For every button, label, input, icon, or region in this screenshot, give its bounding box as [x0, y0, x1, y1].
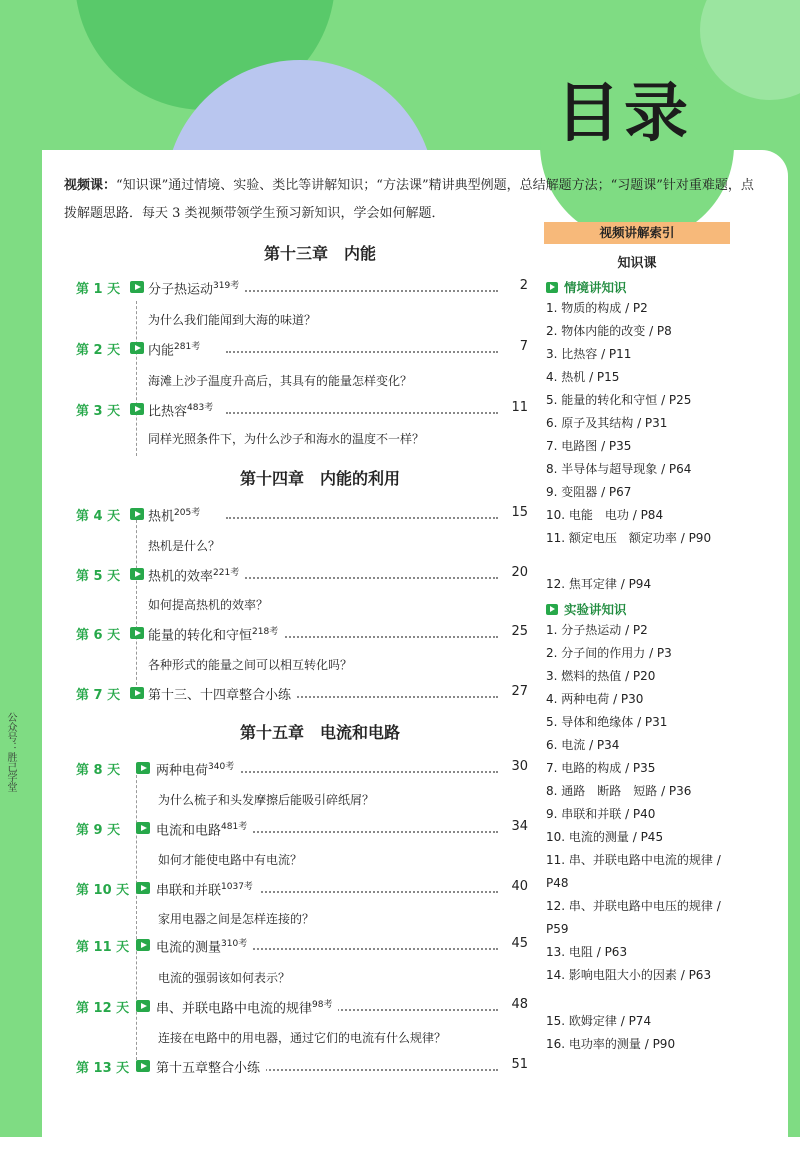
lesson-question: 如何才能使电路中有电流？ [158, 853, 303, 867]
day-label: 第 13 天 [76, 1061, 130, 1076]
toc-entry[interactable] [76, 1055, 528, 1079]
leader-dots [226, 412, 498, 414]
day-label: 第 12 天 [76, 1001, 130, 1016]
lesson-question: 为什么梳子和头发摩擦后能吸引碎纸屑？ [158, 793, 375, 807]
video-play-icon[interactable] [130, 687, 144, 699]
index-item[interactable]: 15. 欧姆定律 / P74 [546, 1014, 652, 1028]
index-item[interactable]: 12. 串、并联电路中电压的规律 / P59 [546, 899, 721, 936]
lesson-question: 海滩上沙子温度升高后，其具有的能量怎样变化？ [148, 374, 413, 388]
day-label: 第 7 天 [76, 688, 121, 703]
index-item[interactable]: 1. 分子热运动 / P2 [546, 623, 648, 637]
page-number: 48 [511, 997, 528, 1012]
exam-count: 221考 [213, 568, 240, 578]
toc-entry[interactable] [76, 757, 528, 781]
index-item[interactable]: 6. 电流 / P34 [546, 738, 620, 752]
lesson-title: 内能$^{281考}$ [148, 339, 206, 358]
video-index-subheader: 知识课 [617, 256, 657, 271]
lesson-question: 同样光照条件下，为什么沙子和海水的温度不一样？ [148, 432, 425, 446]
lesson-title: 热机的效率$^{221考}$ [148, 565, 245, 584]
page-number: 20 [511, 565, 528, 580]
page-number: 7 [519, 339, 528, 354]
lesson-title: 热机$^{205考}$ [148, 505, 206, 524]
index-item[interactable]: 5. 能量的转化和守恒 / P25 [546, 393, 692, 407]
lesson-title: 第十三、十四章整合小练 [148, 684, 297, 703]
index-item[interactable]: 10. 电流的测量 / P45 [546, 830, 664, 844]
timeline-connector [136, 301, 137, 456]
lesson-question: 各种形式的能量之间可以相互转化吗？ [148, 658, 353, 672]
lesson-title: 比热容$^{483考}$ [148, 400, 219, 419]
toc-entry[interactable] [76, 276, 528, 300]
index-item[interactable]: 13. 电阻 / P63 [546, 945, 628, 959]
index-item[interactable]: 8. 半导体与超导现象 / P64 [546, 462, 692, 476]
lesson-title: 两种电荷$^{340考}$ [156, 759, 240, 778]
index-category: 实验讲知识 [546, 600, 627, 618]
video-play-icon[interactable] [136, 882, 150, 894]
exam-count: 281考 [174, 342, 201, 352]
index-item[interactable]: 14. 影响电阻大小的因素 / P63 [546, 968, 712, 982]
toc-entry[interactable] [76, 337, 528, 361]
index-item[interactable]: 5. 导体和绝缘体 / P31 [546, 715, 668, 729]
lesson-question: 连接在电路中的用电器，通过它们的电流有什么规律？ [158, 1031, 447, 1045]
leader-dots [226, 1069, 498, 1071]
leader-dots [226, 577, 498, 579]
index-item[interactable]: 4. 两种电荷 / P30 [546, 692, 644, 706]
intro-label: 视频课： [64, 178, 117, 193]
exam-count: 1037考 [221, 882, 253, 892]
day-label: 第 1 天 [76, 282, 121, 297]
index-item[interactable]: 3. 燃料的热值 / P20 [546, 669, 656, 683]
index-item[interactable]: 2. 分子间的作用力 / P3 [546, 646, 672, 660]
toc-entry[interactable] [76, 563, 528, 587]
video-play-icon[interactable] [136, 1000, 150, 1012]
leader-dots [226, 351, 498, 353]
lesson-title: 串联和并联$^{1037考}$ [156, 879, 259, 898]
video-play-icon[interactable] [136, 822, 150, 834]
toc-entry[interactable] [76, 934, 528, 958]
page-number: 25 [511, 624, 528, 639]
chapter-heading: 第十四章 内能的利用 [239, 469, 400, 488]
leader-dots [226, 831, 498, 833]
toc-entry[interactable] [76, 995, 528, 1019]
index-item[interactable]: 3. 比热容 / P11 [546, 347, 632, 361]
lesson-title: 串、并联电路中电流的规律$^{98考}$ [156, 997, 338, 1016]
index-item[interactable]: 16. 电功率的测量 / P90 [546, 1037, 676, 1051]
video-play-icon[interactable] [136, 1060, 150, 1072]
index-category: 情境讲知识 [546, 278, 627, 296]
day-label: 第 11 天 [76, 940, 130, 955]
index-item[interactable]: 4. 热机 / P15 [546, 370, 620, 384]
index-item[interactable]: 12. 焦耳定律 / P94 [546, 577, 652, 591]
lesson-question: 热机是什么？ [148, 539, 221, 553]
lesson-question: 如何提高热机的效率？ [148, 598, 269, 612]
exam-count: 483考 [187, 403, 214, 413]
page-number: 51 [511, 1057, 528, 1072]
page-number: 2 [519, 278, 528, 293]
timeline-connector [136, 515, 137, 690]
index-item[interactable]: 7. 电路图 / P35 [546, 439, 632, 453]
toc-entry[interactable] [76, 622, 528, 646]
index-item[interactable]: 11. 额定电压 额定功率 / P90 [546, 531, 712, 545]
intro-paragraph [64, 172, 754, 228]
exam-count: 340考 [208, 762, 235, 772]
lesson-title: 能量的转化和守恒$^{218考}$ [148, 624, 284, 643]
toc-entry[interactable] [76, 398, 528, 422]
exam-count: 98考 [312, 1000, 333, 1010]
index-item[interactable]: 11. 串、并联电路中电流的规律 / P48 [546, 853, 721, 890]
page-number: 30 [511, 759, 528, 774]
page-title: 目录 [556, 77, 692, 151]
toc-entry[interactable] [76, 877, 528, 901]
day-label: 第 2 天 [76, 343, 121, 358]
page-number: 11 [511, 400, 528, 415]
index-item[interactable]: 9. 变阻器 / P67 [546, 485, 632, 499]
page-number: 34 [511, 819, 528, 834]
page-number: 27 [511, 684, 528, 699]
video-play-icon [546, 282, 558, 293]
index-item[interactable]: 7. 电路的构成 / P35 [546, 761, 656, 775]
index-item[interactable]: 2. 物体内能的改变 / P8 [546, 324, 672, 338]
exam-count: 218考 [252, 627, 279, 637]
toc-entry[interactable] [76, 682, 528, 706]
toc-entry[interactable] [76, 503, 528, 527]
video-play-icon[interactable] [130, 403, 144, 415]
video-play-icon[interactable] [130, 568, 144, 580]
video-play-icon[interactable] [136, 939, 150, 951]
lesson-title: 电流和电路$^{481考}$ [156, 819, 253, 838]
video-play-icon[interactable] [136, 762, 150, 774]
chapter-heading: 第十三章 内能 [263, 244, 376, 263]
page-number: 45 [511, 936, 528, 951]
lesson-title: 第十五章整合小练 [156, 1057, 266, 1076]
toc-entry[interactable] [76, 817, 528, 841]
page-number: 40 [511, 879, 528, 894]
lesson-question: 为什么我们能闻到大海的味道？ [148, 313, 317, 327]
video-play-icon[interactable] [130, 627, 144, 639]
day-label: 第 3 天 [76, 404, 121, 419]
index-item[interactable]: 8. 通路 断路 短路 / P36 [546, 784, 692, 798]
exam-count: 319考 [213, 281, 240, 291]
exam-count: 310考 [221, 939, 248, 949]
day-label: 第 8 天 [76, 763, 121, 778]
exam-count: 205考 [174, 508, 201, 518]
lesson-title: 分子热运动$^{319考}$ [148, 278, 245, 297]
index-item[interactable]: 1. 物质的构成 / P2 [546, 301, 648, 315]
index-item[interactable]: 6. 原子及其结构 / P31 [546, 416, 668, 430]
lesson-question: 电流的强弱该如何表示？ [158, 971, 291, 985]
video-play-icon[interactable] [130, 342, 144, 354]
video-play-icon [546, 604, 558, 615]
video-index-header: 视频讲解索引 [544, 222, 730, 244]
chapter-heading: 第十五章 电流和电路 [239, 723, 400, 742]
video-play-icon[interactable] [130, 281, 144, 293]
leader-dots [226, 891, 498, 893]
index-item[interactable]: 9. 串联和并联 / P40 [546, 807, 656, 821]
leader-dots [226, 290, 498, 292]
leader-dots [226, 771, 498, 773]
day-label: 第 5 天 [76, 569, 121, 584]
index-item[interactable]: 10. 电能 电功 / P84 [546, 508, 664, 522]
side-watermark-text: 公众号：胜己学堂 [5, 712, 16, 792]
page-number: 15 [511, 505, 528, 520]
day-label: 第 9 天 [76, 823, 121, 838]
leader-dots [226, 948, 498, 950]
day-label: 第 6 天 [76, 628, 121, 643]
video-play-icon[interactable] [130, 508, 144, 520]
leader-dots [226, 517, 498, 519]
exam-count: 481考 [221, 822, 248, 832]
lesson-title: 电流的测量$^{310考}$ [156, 936, 253, 955]
lesson-question: 家用电器之间是怎样连接的？ [158, 912, 315, 926]
day-label: 第 10 天 [76, 883, 130, 898]
intro-text: “知识课”通过情境、实验、类比等讲解知识；“方法课”精讲典型例题，总结解题方法；“习题课”针对重难题，点拨解题思路．每天 3 类视频带领学生预习新知识，学会如何解题． [64, 178, 754, 221]
day-label: 第 4 天 [76, 509, 121, 524]
